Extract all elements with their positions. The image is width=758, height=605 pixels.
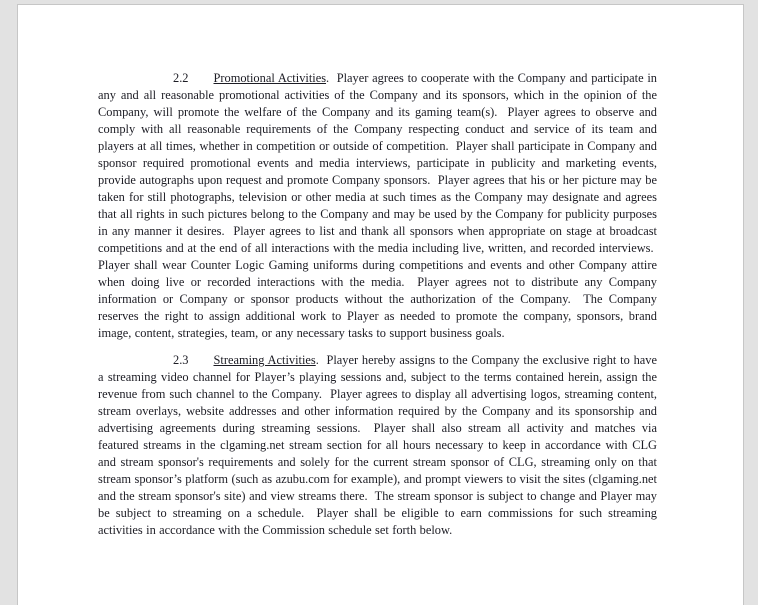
section-body-text: . Player agrees to cooperate with the Company and participate in any and all reasonable promotional activities of the Company and its sponsors, which in the opinion of the Company, will promote the welfare of the Company and its gaming team(s). Player agrees to observe and comply with all reasonable requirements of the Company respecting conduct and service of its team and players at all times, whether in competition or outside of competition. Player shall participate in Company and sponsor required promotional events and media interviews, participate in publicity and marketing events, provide autographs upon request and promote Company sponsors. Player agrees that his or her picture may be taken for still photographs, television or other media at such times as the Company may designate and agrees that all rights in such pictures belong to the Company and may be used by the Company for publicity purposes in any manner it desires. Player agrees to list and thank all sponsors when appropriate on stage at broadcast competitions and at the end of all interactions with the media including live, written, and recorded interviews. Player shall wear Counter Logic Gaming uniforms during competitions and events and other Company attire when doing live or recorded interactions with the media. Player agrees not to distribute any Company information or Company or sponsor products without the authorization of the Company. The Company reserves the right to assign additional work to Player as needed to promote the company, sponsors, brand image, content, strategies, team, or any necessary tasks to support business goals. [98,71,657,340]
section-heading: Promotional Activities [213,71,327,85]
page-text-block [98,70,657,549]
contract-page [17,4,744,605]
section-2-2-paragraph [98,70,657,342]
tab-spacer [189,363,214,364]
section-heading: Streaming Activities [213,353,316,367]
section-number: 2.2 [173,71,189,85]
tab-spacer [189,81,214,82]
section-2-3-paragraph [98,352,657,539]
section-number: 2.3 [173,353,189,367]
section-body-text: . Player hereby assigns to the Company the exclusive right to have a streaming video channel for Player’s playing sessions and, subject to the terms contained herein, assign the revenue from such channel to the Company. Player agrees to display all advertising logos, streaming content, stream overlays, website addresses and other information required by the Company and its sponsorship and advertising agreements during streaming sessions. Player shall also stream all activity and matches via featured streams in the clgaming.net stream section for all hours necessary to keep in accordance with CLG and stream sponsor's requirements and solely for the current stream sponsor of CLG, streaming only on that stream sponsor’s platform (such as azubu.com for example), and prompt viewers to visit the sites (clgaming.net and the stream sponsor's site) and view streams there. The stream sponsor is subject to change and Player may be subject to streaming on a schedule. Player shall be eligible to earn commissions for such streaming activities in accordance with the Commission schedule set forth below. [98,353,657,537]
